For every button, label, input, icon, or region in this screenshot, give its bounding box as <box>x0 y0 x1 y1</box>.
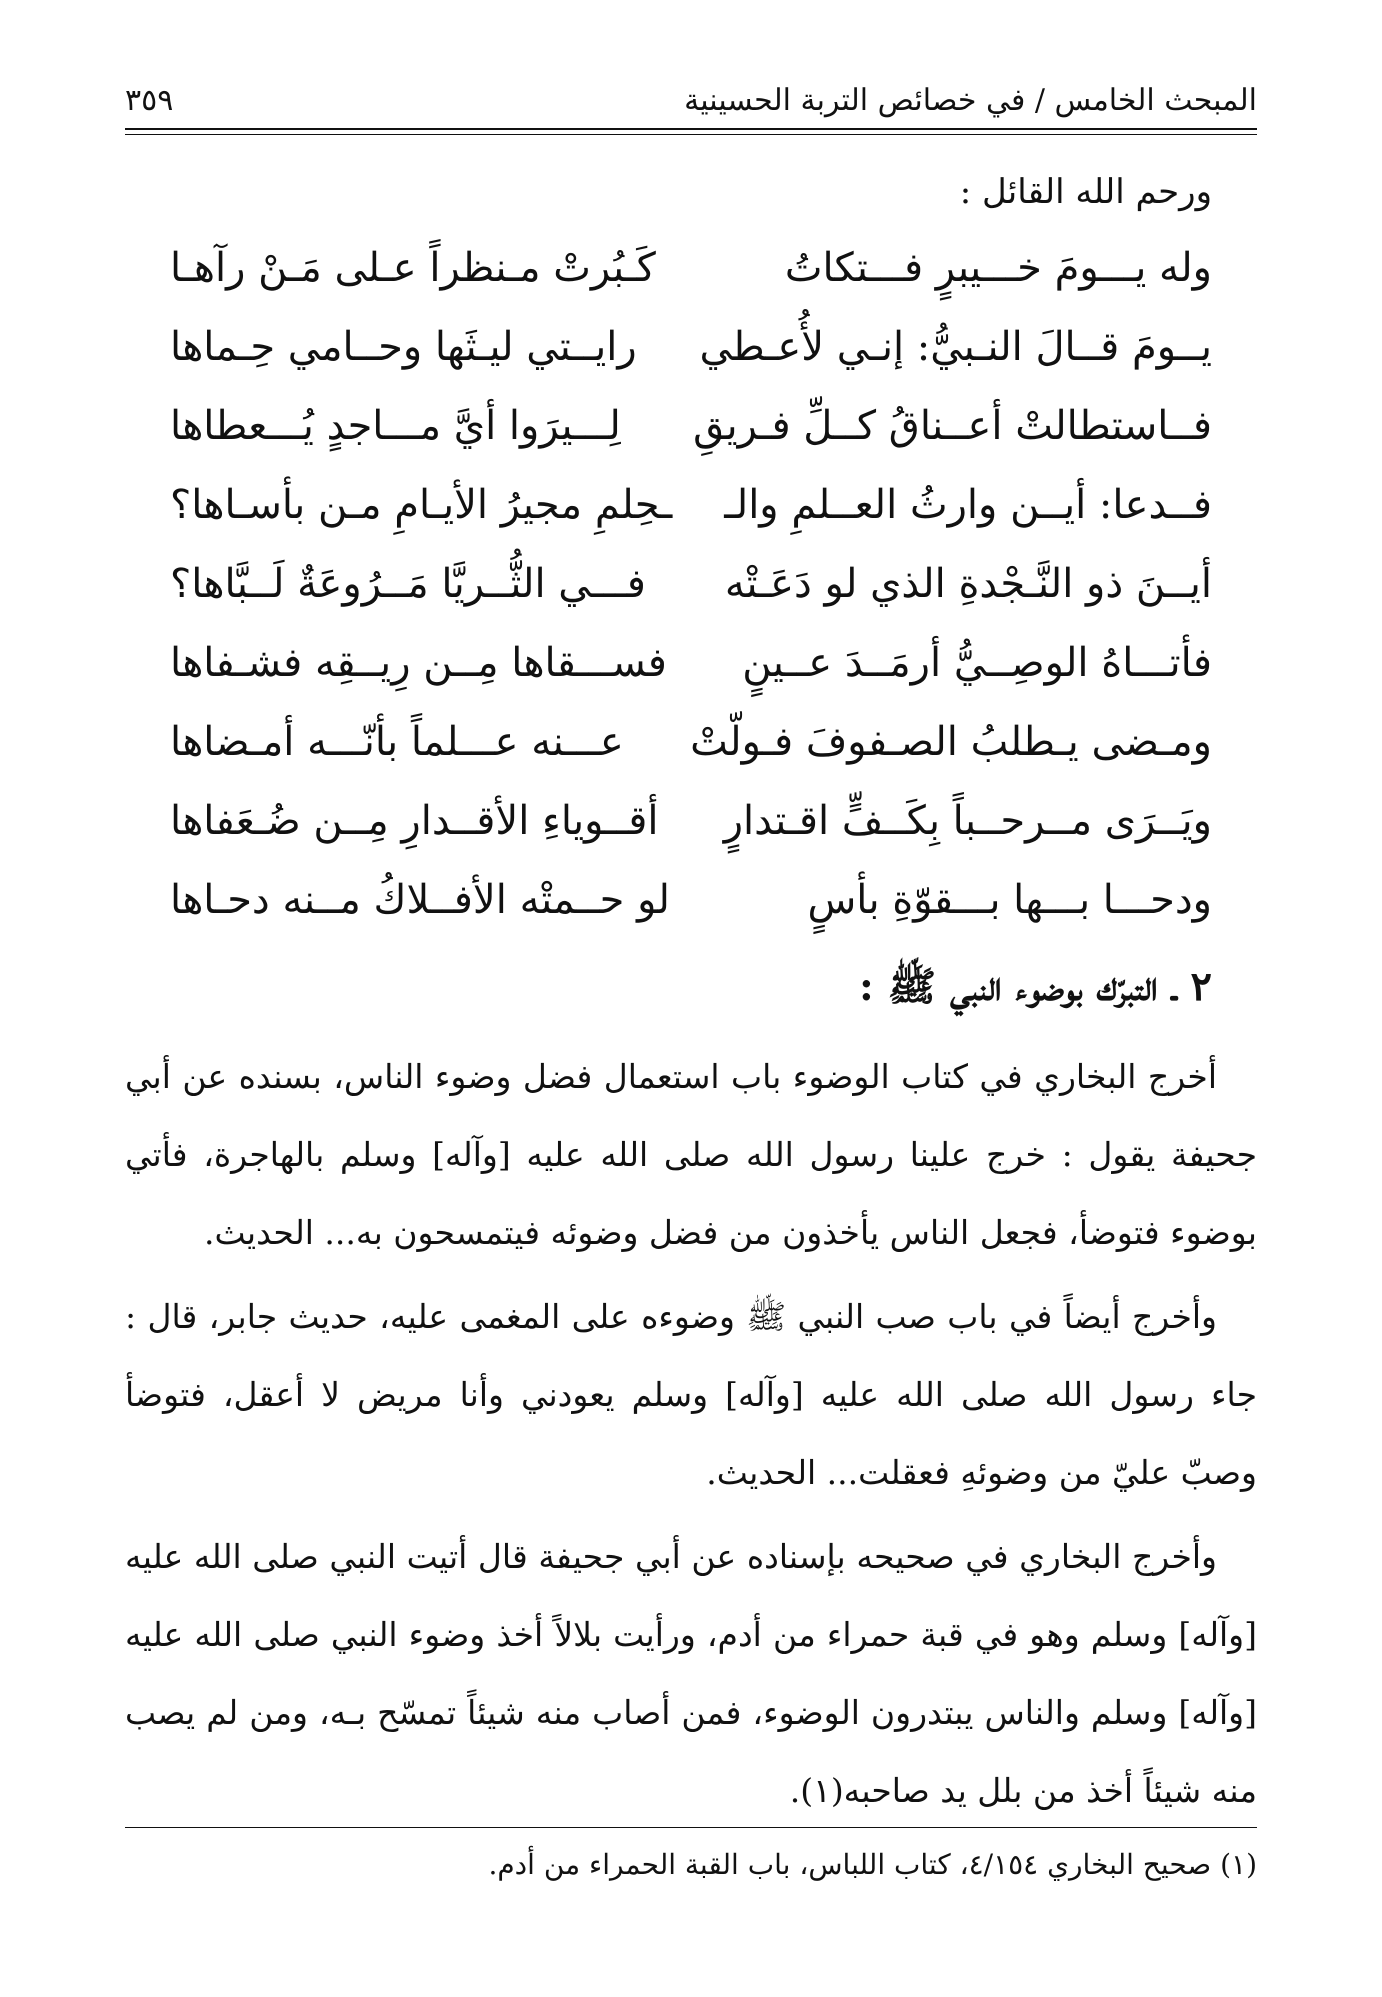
verse-first-hemistich: ويَــرَى مــرحــباً بِكَــفٍّ اقـتدارٍ <box>723 797 1212 844</box>
paragraph: وأخرج البخاري في صحيحه بإسناده عن أبي جحيفة قال أتيت النبي صلى الله عليه [وآله] وسلم وهو في قبة حمراء من أدم، ورأيت بلالاً أخذ وضوء النبي صلى الله عليه [وآله] وسلم والناس يبتدرون الوضوء، فمن أصاب منه شيئاً تمسّح بـه، ومن لم يصب منه شيئاً أخذ من بلل يد صاحبه(١). <box>125 1537 1257 1810</box>
poem-verse <box>170 228 1212 307</box>
poem-verse <box>170 860 1212 939</box>
verse-second-hemistich: كَـبُرتْ مـنظراً عـلى مَـنْ رآهـا <box>170 244 656 291</box>
verse-first-hemistich: ومـضى يـطلبُ الصـفوفَ فـولّتْ <box>690 718 1212 765</box>
verse-second-hemistich: فـــي الثُّــريَّا مَــرُوعَةٌ لَــبَّاها؟ <box>170 560 646 607</box>
header-rule-thin <box>125 134 1257 135</box>
verse-first-hemistich: ودحـــا بـــها بـــقوّةِ بأسٍ <box>807 876 1212 923</box>
running-header <box>125 78 1257 122</box>
verse-first-hemistich: فــاستطالتْ أعــناقُ كــلِّ فـريقِ <box>693 402 1212 449</box>
footnote-rule <box>125 1827 1257 1828</box>
page-number: ٣٥٩ <box>125 82 174 118</box>
poem-verse <box>170 702 1212 781</box>
body-text <box>125 1038 1257 1836</box>
poem-verse <box>170 465 1212 544</box>
paragraph: أخرج البخاري في كتاب الوضوء باب استعمال فضل وضوء الناس، بسنده عن أبي جحيفة يقول : خرج علينا رسول الله صلى الله عليه [وآله] وسلم بالهاجرة، فأتي بوضوء فتوضأ، فجعل الناس يأخذون من فضل وضوئه فيتمسحون به... الحديث. <box>125 1057 1257 1252</box>
poem-verse <box>170 623 1212 702</box>
poem-verse <box>170 781 1212 860</box>
verse-second-hemistich: لو حــمتْه الأفــلاكُ مــنه دحـاها <box>170 876 670 923</box>
paragraph: وأخرج أيضاً في باب صب النبي ﷺ وضوءه على المغمى عليه، حديث جابر، قال : جاء رسول الله صلى الله عليه [وآله] وسلم يعودني وأنا مريض لا أعقل، فتوضأ وصبّ عليّ من وضوئهِ فعقلت... الحديث. <box>125 1297 1257 1492</box>
verse-second-hemistich: لِـــيرَوا أيَّ مـــاجدٍ يُـــعطاها <box>170 402 621 449</box>
verse-second-hemistich: أقــوياءِ الأقــدارِ مِــن ضُـعَفاها <box>170 797 659 844</box>
verse-second-hemistich: فســـقاها مِــن رِيــقِه فشـفاها <box>170 639 667 686</box>
poem-verse <box>170 386 1212 465</box>
footnote: (١) صحيح البخاري ٤/١٥٤، كتاب اللباس، باب القبة الحمراء من أدم. <box>488 1848 1257 1881</box>
verse-first-hemistich: يــومَ قــالَ النـبيُّ: إنـي لأُعـطي <box>699 323 1212 370</box>
verse-first-hemistich: فــدعا: أيــن وارثُ العــلمِ والـ <box>724 481 1212 528</box>
verse-first-hemistich: وله يـــومَ خـــيبرٍ فـــتكاتُ <box>784 244 1212 291</box>
verse-second-hemistich: رايــتي ليـثَها وحــامي حِـماها <box>170 323 637 370</box>
verse-first-hemistich: أيــنَ ذو النَّـجْدةِ الذي لو دَعَـتْه <box>724 560 1212 607</box>
header-title: المبحث الخامس / في خصائص التربة الحسينية <box>684 82 1257 118</box>
verse-second-hemistich: عـــنه عـــلماً بأنّـــه أمـضاها <box>170 718 624 765</box>
section-heading: ٢ ـ التبرّك بوضوء النبي ﷺ : <box>859 963 1212 1010</box>
poem <box>170 228 1212 939</box>
verse-first-hemistich: فأتـــاهُ الوصِــيُّ أرمَــدَ عــينٍ <box>742 639 1212 686</box>
poem-verse <box>170 307 1212 386</box>
header-rule <box>125 128 1257 130</box>
poem-intro: ورحم الله القائل : <box>959 172 1212 212</box>
verse-second-hemistich: ـحِلمِ مجيرُ الأيـامِ مـن بأسـاها؟ <box>170 481 673 528</box>
poem-verse <box>170 544 1212 623</box>
